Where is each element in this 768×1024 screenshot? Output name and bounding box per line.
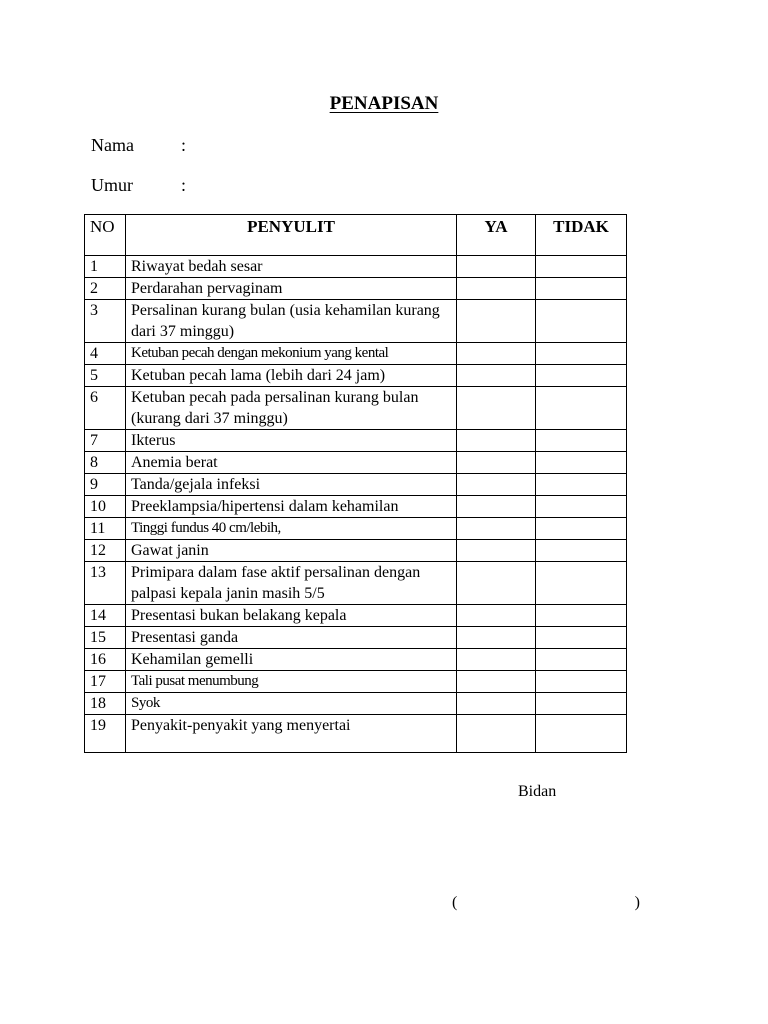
ya-cell[interactable] xyxy=(457,256,536,278)
row-description: Primipara dalam fase aktif persalinan dengan palpasi kepala janin masih 5/5 xyxy=(126,562,457,605)
row-description: Ketuban pecah dengan mekonium yang kental xyxy=(126,343,457,365)
ya-cell[interactable] xyxy=(457,540,536,562)
tidak-cell[interactable] xyxy=(536,649,627,671)
row-description: Presentasi ganda xyxy=(126,627,457,649)
row-description: Anemia berat xyxy=(126,452,457,474)
tidak-cell[interactable] xyxy=(536,715,627,753)
row-number: 8 xyxy=(85,452,126,474)
row-description: Persalinan kurang bulan (usia kehamilan kurang dari 37 minggu) xyxy=(126,300,457,343)
tidak-cell[interactable] xyxy=(536,518,627,540)
nama-label: Nama xyxy=(91,135,134,155)
ya-cell[interactable] xyxy=(457,671,536,693)
tidak-cell[interactable] xyxy=(536,605,627,627)
table-row xyxy=(85,278,627,300)
row-description: Penyakit-penyakit yang menyertai xyxy=(126,715,457,753)
table-row xyxy=(85,518,627,540)
row-number: 13 xyxy=(85,562,126,605)
row-description: Tinggi fundus 40 cm/lebih, xyxy=(126,518,457,540)
table-row xyxy=(85,671,627,693)
table-row xyxy=(85,452,627,474)
tidak-cell[interactable] xyxy=(536,278,627,300)
row-number: 18 xyxy=(85,693,126,715)
row-description: Syok xyxy=(126,693,457,715)
row-description: Tali pusat menumbung xyxy=(126,671,457,693)
row-number: 4 xyxy=(85,343,126,365)
umur-field xyxy=(91,175,186,196)
tidak-cell[interactable] xyxy=(536,693,627,715)
row-number: 19 xyxy=(85,715,126,753)
table-row xyxy=(85,256,627,278)
ya-cell[interactable] xyxy=(457,343,536,365)
ya-cell[interactable] xyxy=(457,430,536,452)
ya-cell[interactable] xyxy=(457,627,536,649)
tidak-cell[interactable] xyxy=(536,671,627,693)
row-description: Tanda/gejala infeksi xyxy=(126,474,457,496)
table-header-row xyxy=(85,215,627,256)
page-title: PENAPISAN xyxy=(329,93,439,114)
tidak-cell[interactable] xyxy=(536,474,627,496)
tidak-cell[interactable] xyxy=(536,343,627,365)
ya-cell[interactable] xyxy=(457,496,536,518)
row-number: 10 xyxy=(85,496,126,518)
row-number: 1 xyxy=(85,256,126,278)
table-row xyxy=(85,300,627,343)
tidak-cell[interactable] xyxy=(536,387,627,430)
table-row xyxy=(85,649,627,671)
ya-cell[interactable] xyxy=(457,300,536,343)
row-description: Gawat janin xyxy=(126,540,457,562)
ya-cell[interactable] xyxy=(457,452,536,474)
tidak-cell[interactable] xyxy=(536,365,627,387)
row-description: Kehamilan gemelli xyxy=(126,649,457,671)
table-row xyxy=(85,605,627,627)
row-number: 17 xyxy=(85,671,126,693)
row-description: Riwayat bedah sesar xyxy=(126,256,457,278)
row-number: 11 xyxy=(85,518,126,540)
header-ya: YA xyxy=(457,215,536,256)
header-no: NO xyxy=(85,215,126,256)
row-number: 7 xyxy=(85,430,126,452)
nama-separator: : xyxy=(181,135,187,155)
ya-cell[interactable] xyxy=(457,518,536,540)
row-number: 15 xyxy=(85,627,126,649)
tidak-cell[interactable] xyxy=(536,627,627,649)
ya-cell[interactable] xyxy=(457,387,536,430)
header-penyulit: PENYULIT xyxy=(126,215,457,256)
row-number: 2 xyxy=(85,278,126,300)
row-description: Presentasi bukan belakang kepala xyxy=(126,605,457,627)
table-row xyxy=(85,496,627,518)
umur-label: Umur xyxy=(91,175,133,195)
tidak-cell[interactable] xyxy=(536,256,627,278)
table-row xyxy=(85,627,627,649)
ya-cell[interactable] xyxy=(457,715,536,753)
table-row xyxy=(85,343,627,365)
header-tidak: TIDAK xyxy=(536,215,627,256)
row-description: Ikterus xyxy=(126,430,457,452)
tidak-cell[interactable] xyxy=(536,562,627,605)
table-row xyxy=(85,693,627,715)
table-row xyxy=(85,562,627,605)
tidak-cell[interactable] xyxy=(536,430,627,452)
row-number: 3 xyxy=(85,300,126,343)
ya-cell[interactable] xyxy=(457,365,536,387)
row-number: 9 xyxy=(85,474,126,496)
signature-open-paren: ( xyxy=(452,894,458,911)
row-number: 16 xyxy=(85,649,126,671)
table-row xyxy=(85,715,627,753)
tidak-cell[interactable] xyxy=(536,452,627,474)
table-row xyxy=(85,387,627,430)
screening-table xyxy=(84,214,627,753)
row-number: 12 xyxy=(85,540,126,562)
row-description: Ketuban pecah pada persalinan kurang bulan (kurang dari 37 minggu) xyxy=(126,387,457,430)
tidak-cell[interactable] xyxy=(536,496,627,518)
row-number: 6 xyxy=(85,387,126,430)
table-row xyxy=(85,540,627,562)
tidak-cell[interactable] xyxy=(536,540,627,562)
row-number: 14 xyxy=(85,605,126,627)
ya-cell[interactable] xyxy=(457,693,536,715)
ya-cell[interactable] xyxy=(457,649,536,671)
row-description: Perdarahan pervaginam xyxy=(126,278,457,300)
row-description: Ketuban pecah lama (lebih dari 24 jam) xyxy=(126,365,457,387)
row-description: Preeklampsia/hipertensi dalam kehamilan xyxy=(126,496,457,518)
bidan-label: Bidan xyxy=(518,783,557,800)
table-row xyxy=(85,430,627,452)
table-row xyxy=(85,365,627,387)
umur-separator: : xyxy=(181,175,187,195)
ya-cell[interactable] xyxy=(457,278,536,300)
row-number: 5 xyxy=(85,365,126,387)
table-row xyxy=(85,474,627,496)
signature-close-paren: ) xyxy=(634,894,640,911)
ya-cell[interactable] xyxy=(457,605,536,627)
ya-cell[interactable] xyxy=(457,474,536,496)
tidak-cell[interactable] xyxy=(536,300,627,343)
ya-cell[interactable] xyxy=(457,562,536,605)
nama-field xyxy=(91,135,186,156)
